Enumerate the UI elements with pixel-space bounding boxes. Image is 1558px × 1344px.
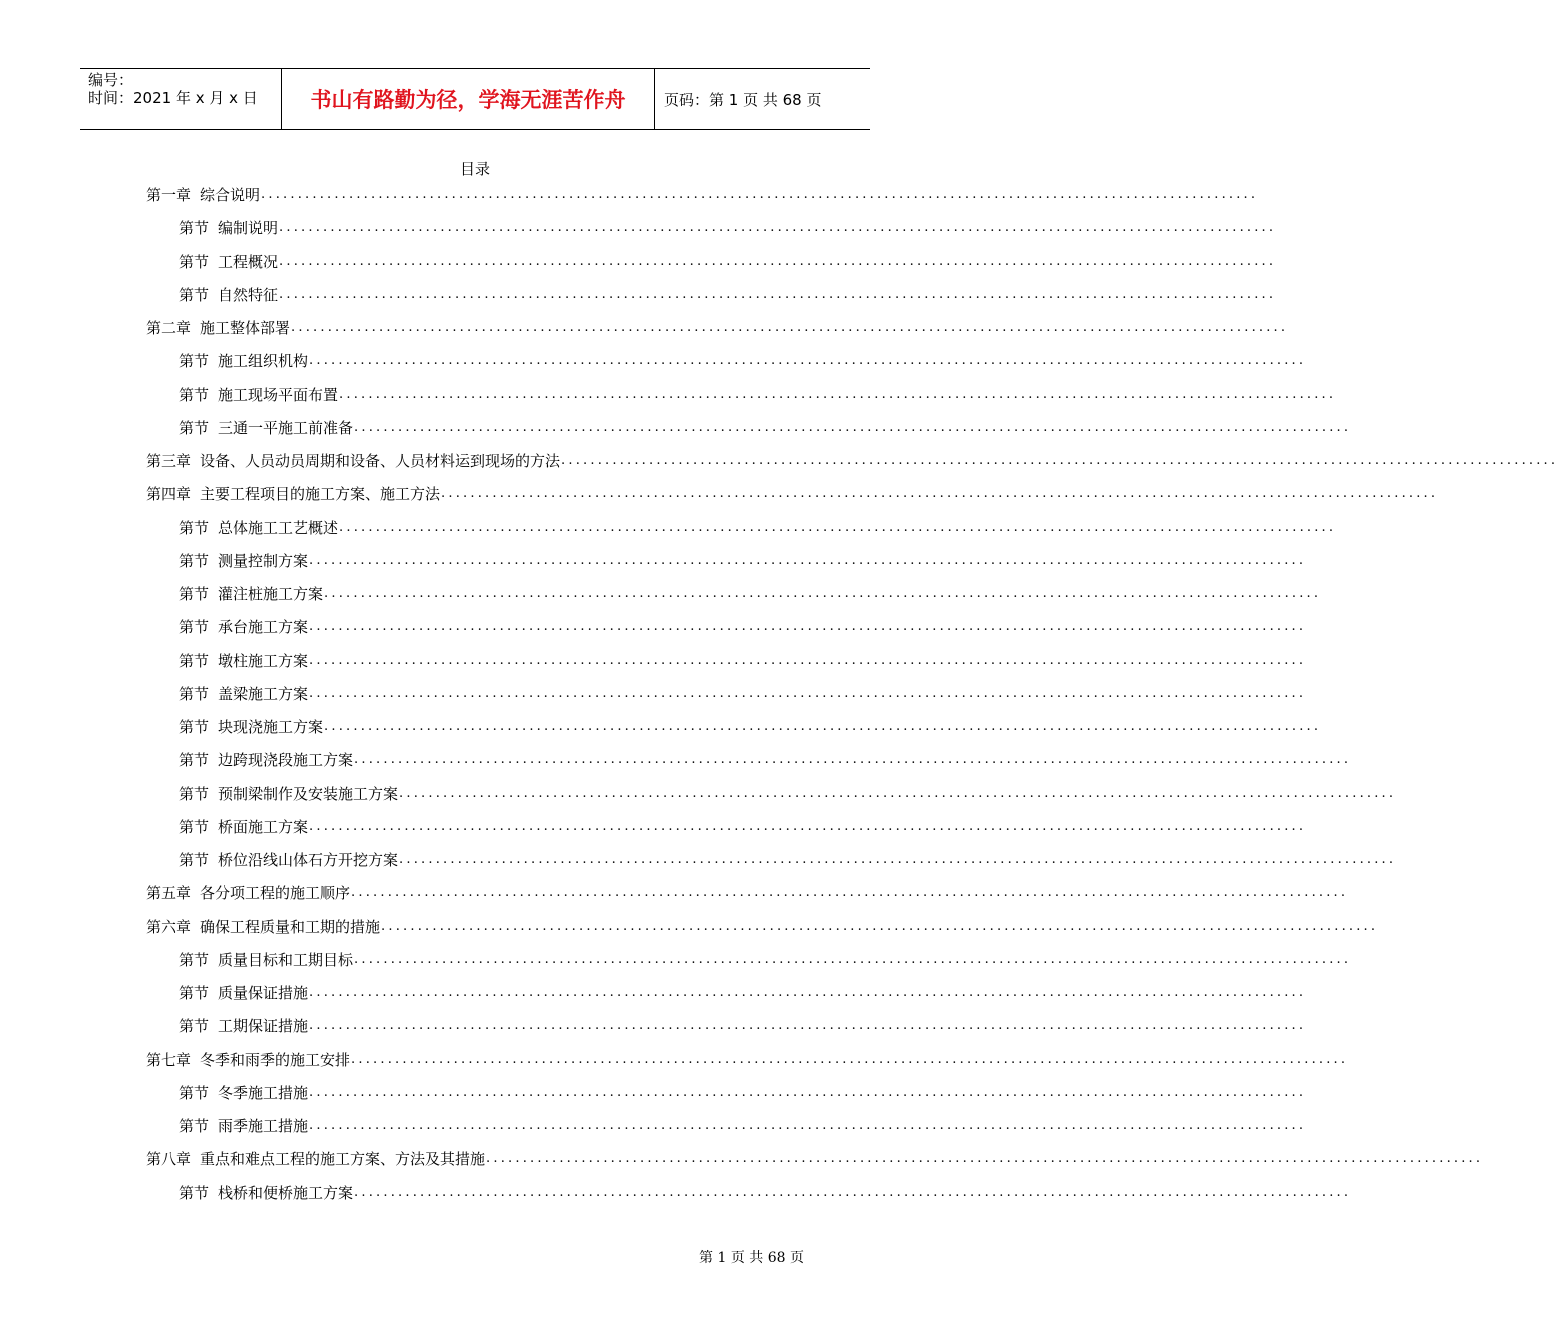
toc-chapter-entry[interactable] (146, 477, 1439, 510)
toc-entry-title: 桥面施工方案 (218, 817, 309, 836)
toc-section-entry[interactable] (179, 344, 1307, 377)
document-number-label: 编号： (88, 71, 134, 89)
toc-section-entry[interactable] (179, 378, 1337, 411)
toc-dot-leader: ........................................................................................................................................ (261, 187, 1259, 202)
header-meta (88, 71, 283, 107)
toc-dot-leader: ........................................................................................................................................ (324, 719, 1322, 734)
toc-section-entry[interactable] (179, 1109, 1307, 1142)
toc-entry-title: 主要工程项目的施工方案、施工方法 (200, 485, 441, 504)
toc-section-entry[interactable] (179, 710, 1322, 743)
toc-section-entry[interactable] (179, 610, 1307, 643)
toc-entry-number: 第节 (179, 851, 210, 869)
toc-entry-title: 雨季施工措施 (218, 1117, 309, 1135)
toc-entry-title: 总体施工工艺概述 (218, 518, 339, 537)
toc-dot-leader: ........................................................................................................................................ (309, 1118, 1307, 1133)
toc-entry-title: 预制梁制作及安装施工方案 (218, 784, 399, 803)
toc-entry-title: 施工现场平面布置 (218, 385, 339, 404)
toc-chapter-entry[interactable] (146, 311, 1289, 344)
toc-entry-title: 设备、人员动员周期和设备、人员材料运到现场的方法 (200, 452, 561, 470)
toc-entry-title: 自然特征 (218, 285, 279, 304)
toc-entry-title: 灌注桩施工方案 (218, 585, 324, 603)
toc-entry-title: 综合说明 (200, 186, 261, 204)
toc-entry-number: 第节 (179, 219, 210, 238)
toc-section-entry[interactable] (179, 777, 1397, 810)
toc-entry-title: 施工组织机构 (218, 352, 309, 371)
toc-section-entry[interactable] (179, 743, 1352, 776)
toc-section-entry[interactable] (179, 677, 1307, 710)
toc-entry-title: 冬季施工措施 (218, 1083, 309, 1102)
toc-section-entry[interactable] (179, 245, 1277, 278)
toc-dot-leader: ........................................................................................................................................ (399, 785, 1397, 801)
toc-entry-title: 边跨现浇段施工方案 (218, 751, 354, 770)
toc-chapter-entry[interactable] (146, 910, 1379, 943)
toc-entry-number: 第节 (179, 252, 210, 271)
toc-entry-number: 第节 (179, 385, 210, 404)
toc-chapter-entry[interactable] (146, 178, 1259, 211)
toc-entry-number: 第节 (179, 950, 210, 969)
toc-section-entry[interactable] (179, 278, 1277, 311)
toc-entry-number: 第五章 (146, 884, 192, 903)
toc-entry-number: 第节 (179, 618, 210, 637)
toc-entry-number: 第节 (179, 585, 210, 603)
toc-dot-leader: ........................................................................................................................................ (486, 1151, 1484, 1167)
toc-entry-number: 第节 (179, 1183, 210, 1202)
toc-dot-leader: ........................................................................................................................................ (309, 1084, 1307, 1100)
toc-entry-title: 质量目标和工期目标 (218, 950, 354, 969)
toc-section-entry[interactable] (179, 1176, 1352, 1209)
toc-entry-title: 各分项工程的施工顺序 (200, 884, 351, 903)
toc-dot-leader: ........................................................................................................................................ (309, 985, 1307, 1000)
toc-entry-number: 第四章 (146, 485, 192, 504)
toc-dot-leader: ........................................................................................................................................ (279, 220, 1277, 236)
toc-entry-number: 第八章 (146, 1150, 192, 1169)
toc-entry-number: 第节 (179, 684, 210, 703)
toc-entry-number: 第节 (179, 651, 210, 670)
toc-chapter-entry[interactable] (146, 1142, 1484, 1175)
toc-entry-title: 质量保证措施 (218, 984, 309, 1002)
toc-dot-leader: ........................................................................................................................................ (354, 752, 1352, 768)
toc-entry-title: 确保工程质量和工期的措施 (200, 917, 381, 936)
toc-entry-title: 测量控制方案 (218, 551, 309, 570)
toc-entry-number: 第七章 (146, 1050, 192, 1069)
toc-entry-title: 承台施工方案 (218, 618, 309, 637)
toc-dot-leader: ........................................................................................................................................ (354, 1184, 1352, 1200)
toc-entry-number: 第二章 (146, 319, 192, 337)
toc-entry-title: 桥位沿线山体石方开挖方案 (218, 851, 399, 869)
toc-dot-leader: ........................................................................................................................................ (381, 918, 1379, 934)
toc-dot-leader: ........................................................................................................................................ (339, 386, 1337, 402)
toc-entry-number: 第节 (179, 418, 210, 437)
toc-dot-leader: ........................................................................................................................................ (309, 552, 1307, 568)
toc-entry-number: 第节 (179, 551, 210, 570)
toc-entry-number: 第三章 (146, 452, 192, 470)
toc-entry-title: 栈桥和便桥施工方案 (218, 1183, 354, 1202)
toc-title: 目录 (459, 160, 490, 178)
toc-dot-leader: ........................................................................................................................................ (339, 519, 1337, 535)
toc-entry-title: 编制说明 (218, 219, 279, 238)
toc-entry-title: 墩柱施工方案 (218, 651, 309, 670)
toc-entry-title: 工程概况 (218, 252, 279, 271)
toc-entry-number: 第节 (179, 718, 210, 736)
toc-dot-leader: ........................................................................................................................................ (309, 353, 1307, 369)
toc-section-entry[interactable] (179, 411, 1352, 444)
toc-section-entry[interactable] (179, 644, 1307, 677)
header-page-number: 页码：第 1 页 共 68 页 (664, 90, 822, 109)
document-date-label: 时间：2021 年 x 月 x 日 (88, 89, 258, 107)
toc-entry-number: 第六章 (146, 917, 192, 936)
toc-entry-title: 冬季和雨季的施工安排 (200, 1050, 351, 1069)
toc-entry-number: 第节 (179, 518, 210, 537)
toc-dot-leader: ........................................................................................................................................ (354, 419, 1352, 435)
toc-section-entry[interactable] (179, 976, 1307, 1009)
toc-section-entry[interactable] (179, 544, 1307, 577)
toc-entry-number: 第节 (179, 784, 210, 803)
toc-dot-leader: ........................................................................................................................................ (561, 453, 1558, 468)
toc-chapter-entry[interactable] (146, 444, 1558, 477)
toc-entry-title: 施工整体部署 (200, 319, 291, 337)
toc-entry-title: 三通一平施工前准备 (218, 418, 354, 437)
header-divider (654, 69, 655, 129)
toc-entry-title: 工期保证措施 (218, 1017, 309, 1036)
toc-section-entry[interactable] (179, 577, 1322, 610)
toc-dot-leader: ........................................................................................................................................ (351, 1051, 1349, 1067)
toc-dot-leader: ........................................................................................................................................ (309, 619, 1307, 635)
toc-dot-leader: ........................................................................................................................................ (309, 1018, 1307, 1034)
toc-chapter-entry[interactable] (146, 876, 1349, 909)
toc-entry-title: 盖梁施工方案 (218, 684, 309, 703)
page-header (80, 68, 870, 130)
toc-dot-leader: ........................................................................................................................................ (441, 486, 1439, 502)
toc-chapter-entry[interactable] (146, 1043, 1349, 1076)
toc-dot-leader: ........................................................................................................................................ (399, 852, 1397, 867)
toc-entry-number: 第节 (179, 817, 210, 836)
toc-entry-number: 第节 (179, 984, 210, 1002)
toc-dot-leader: ........................................................................................................................................ (279, 253, 1277, 269)
header-motto: 书山有路勤为径，学海无涯苦作舟 (310, 88, 626, 112)
toc-entry-number: 第节 (179, 1117, 210, 1135)
toc-entry-number: 第节 (179, 1017, 210, 1036)
toc-dot-leader: ........................................................................................................................................ (309, 818, 1307, 834)
toc-section-entry[interactable] (179, 810, 1307, 843)
toc-dot-leader: ........................................................................................................................................ (309, 685, 1307, 701)
toc-dot-leader: ........................................................................................................................................ (279, 286, 1277, 302)
toc-section-entry[interactable] (179, 843, 1397, 876)
toc-entry-title: 块现浇施工方案 (218, 718, 324, 736)
toc-entry-number: 第一章 (146, 186, 192, 204)
toc-dot-leader: ........................................................................................................................................ (309, 652, 1307, 668)
toc-section-entry[interactable] (179, 1076, 1307, 1109)
toc-entry-number: 第节 (179, 751, 210, 770)
toc-dot-leader: ........................................................................................................................................ (291, 320, 1289, 335)
toc-dot-leader: ........................................................................................................................................ (351, 885, 1349, 901)
toc-entry-number: 第节 (179, 1083, 210, 1102)
toc-entry-title: 重点和难点工程的施工方案、方法及其措施 (200, 1150, 486, 1169)
toc-entry-number: 第节 (179, 352, 210, 371)
toc-entry-number: 第节 (179, 285, 210, 304)
toc-section-entry[interactable] (179, 211, 1277, 244)
footer-page-number: 第 1 页 共 68 页 (699, 1250, 804, 1266)
toc-section-entry[interactable] (179, 511, 1337, 544)
toc-section-entry[interactable] (179, 943, 1352, 976)
toc-dot-leader: ........................................................................................................................................ (354, 951, 1352, 967)
toc-dot-leader: ........................................................................................................................................ (324, 586, 1322, 601)
toc-section-entry[interactable] (179, 1009, 1307, 1042)
